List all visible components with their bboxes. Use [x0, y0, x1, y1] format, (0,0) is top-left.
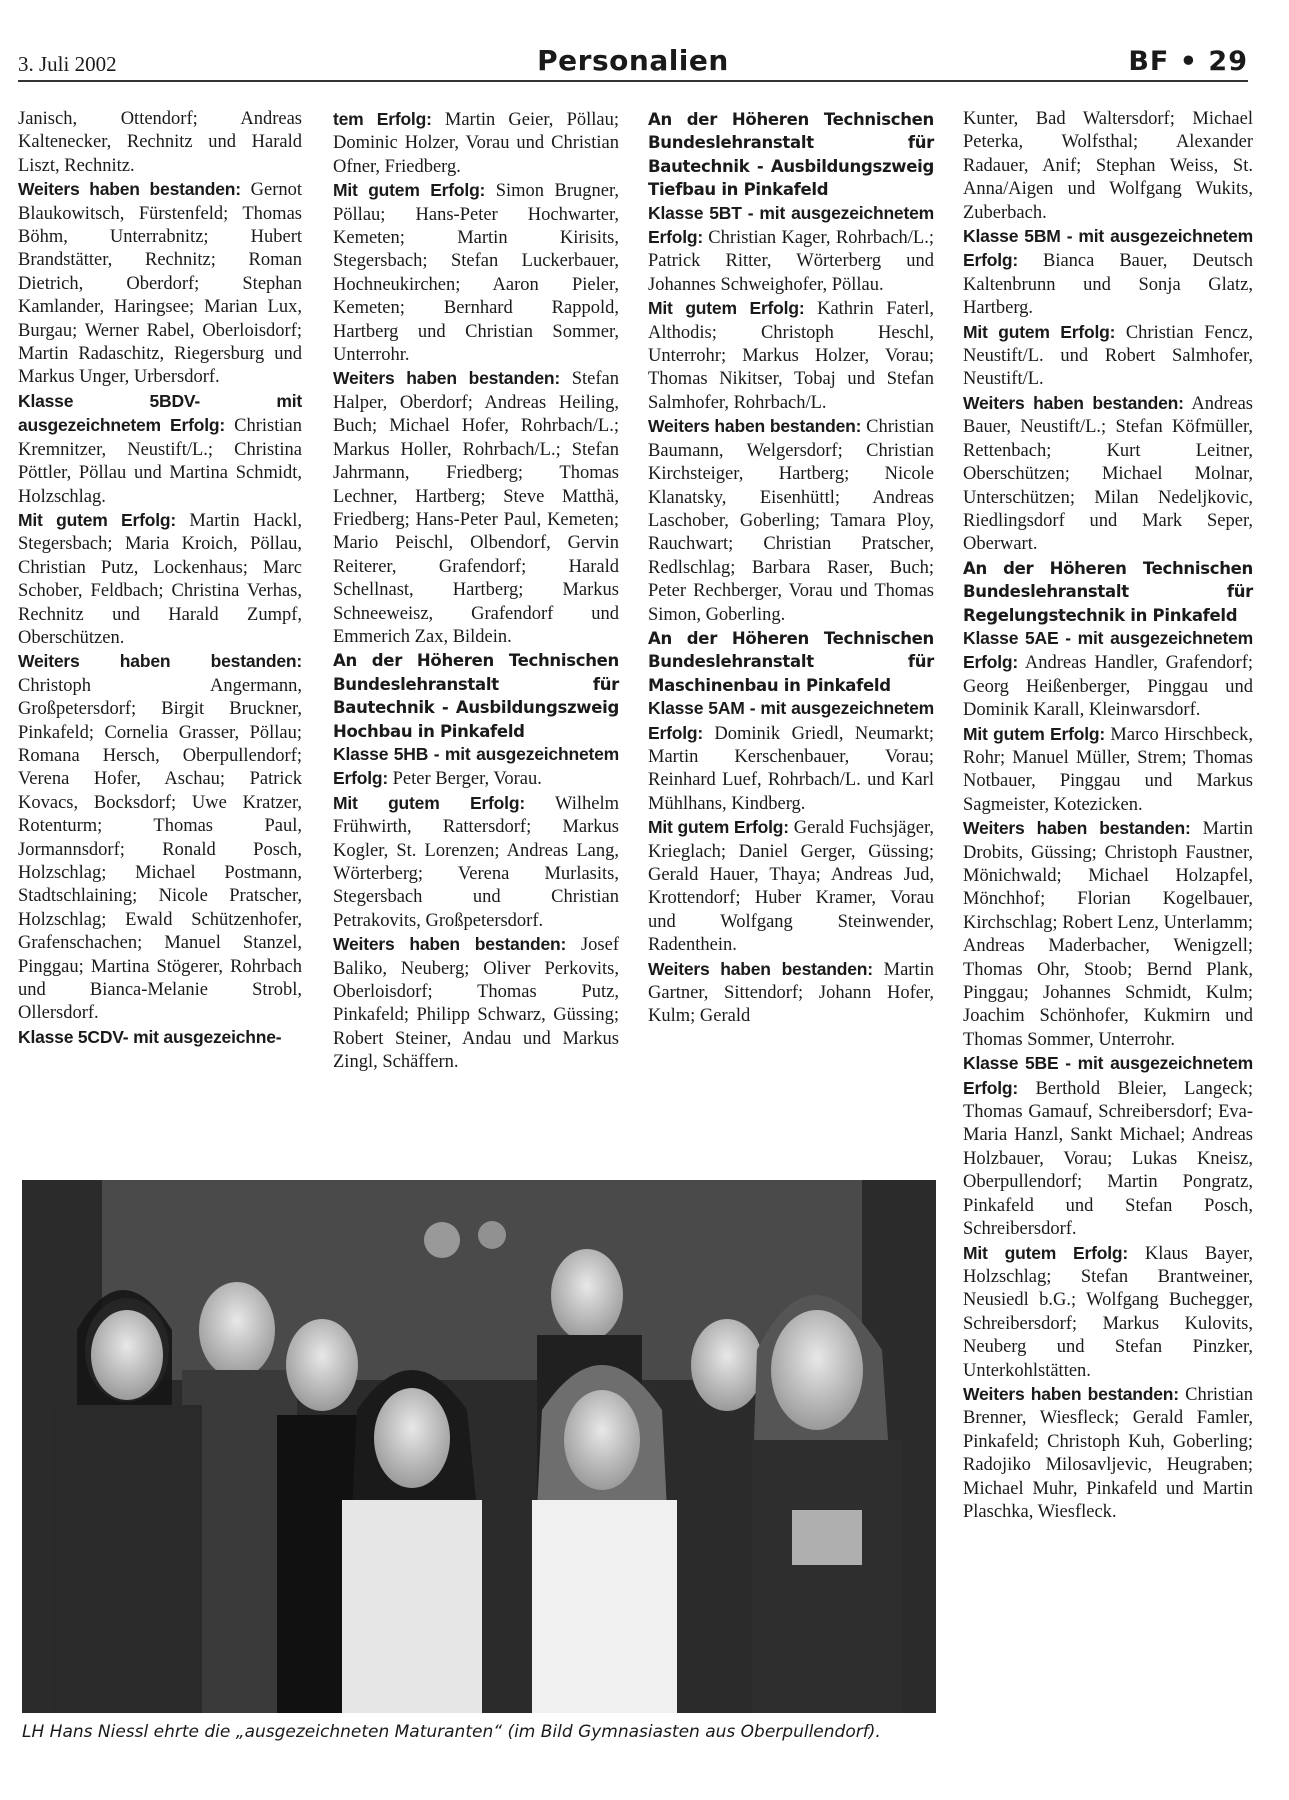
names-text: Christian Kremnitzer, Neustift/L.; Christina Pöttler, Pöllau und Martina Schmidt, Holzschlag.	[18, 416, 302, 507]
names-text: Marco Hirschbeck, Rohr; Manuel Müller, Strem; Thomas Notbauer, Pinggau und Markus Sagmeister, Kotezicken.	[963, 724, 1253, 815]
paragraph	[963, 723, 1253, 818]
paragraph	[333, 743, 619, 792]
paragraph	[18, 650, 302, 1026]
lead-label: Weiters haben bestanden:	[963, 1383, 1179, 1404]
lead-label: Mit gutem Erfolg:	[963, 723, 1106, 744]
names-text: Christian Brenner, Wiesfleck; Gerald Famler, Pinkafeld; Christoph Kuh, Goberling; Radojiko Milosavljevic, Heugraben; Michael Muhr, Pinkafeld und Martin Plaschka, Wiesfleck.	[963, 1384, 1253, 1522]
names-text: Martin Geier, Pöllau; Dominic Holzer, Vorau und Christian Ofner, Friedberg.	[333, 110, 619, 177]
paragraph	[963, 1052, 1253, 1241]
column-1	[18, 108, 302, 1050]
photo-caption: LH Hans Niessl ehrte die „ausgezeichneten Maturanten“ (im Bild Gymnasiasten aus Oberpullendorf).	[22, 1722, 881, 1742]
paragraph	[333, 933, 619, 1074]
paragraph	[963, 321, 1253, 392]
names-text: Bianca Bauer, Deutsch Kaltenbrunn und Sonja Glatz, Hartberg.	[963, 251, 1253, 319]
names-text: Martin Drobits, Güssing; Christoph Faustner, Mönichwald; Michael Holzapfel, Mönchhof; Florian Kogelbauer, Kirchschlag; Robert Lenz, Unterlamm; Andreas Maderbacher, Wenigzell; Thomas Ohr, Stoob; Bernd Plank, Pinggau; Johannes Schmidt, Kulm; Joachim Schönhofer, Kukmirn und Thomas Sommer, Unterrohr.	[963, 819, 1253, 1050]
lead-label: Weiters haben bestanden:	[333, 934, 567, 955]
names-text: Josef Baliko, Neuberg; Oliver Perkovits, Oberloisdorf; Thomas Putz, Pinkafeld; Philipp Schwarz, Güssing; Robert Steiner, Andau und Markus Zingl, Schäffern.	[333, 935, 619, 1073]
lead-label: Weiters haben bestanden:	[963, 818, 1191, 839]
lead-label: Weiters haben bestanden:	[18, 651, 302, 672]
school-heading: An der Höheren Technischen Bundeslehranstalt für Bautechnik - Ausbildungszweig Hochbau in Pinkafeld	[333, 651, 619, 741]
paragraph	[648, 816, 934, 957]
paragraph	[648, 958, 934, 1029]
lead-label: Weiters haben bestanden:	[963, 392, 1184, 413]
lead-label: tem Erfolg:	[333, 109, 432, 129]
names-text: Andreas Bauer, Neustift/L.; Stefan Köfmüller, Rettenbach; Kurt Leitner, Oberschützen; Michael Molnar, Unterschützen; Milan Nedeljkovic, Riedlingsdorf und Mark Seper, Oberwart.	[963, 393, 1253, 555]
column-4	[963, 108, 1253, 1524]
paragraph	[648, 697, 934, 816]
paragraph: Kunter, Bad Waltersdorf; Michael Peterka, Wolfsthal; Alexander Radauer, Anif; Stephan Weiss, St. Anna/Aigen und Wolfgang Wukits, Zuberbach.	[963, 109, 1253, 223]
lead-label: Weiters haben bestanden:	[333, 368, 560, 389]
lead-label: Mit gutem Erfolg:	[333, 792, 525, 813]
school-heading: An der Höheren Technischen Bundeslehranstalt für Regelungstechnik in Pinkafeld	[963, 558, 1253, 625]
paragraph	[18, 1026, 302, 1050]
lead-label: Klasse 5BT - mit ausgezeichnetem Erfolg:	[648, 202, 934, 248]
names-text: Kathrin Faterl, Althodis; Christoph Heschl, Unterrohr; Markus Holzer, Vorau; Thomas Nikitser, Tobaj und Stefan Salmhofer, Rohrbach/L.	[648, 299, 934, 413]
paragraph	[18, 178, 302, 390]
paragraph	[18, 509, 302, 650]
lead-label: Klasse 5BDV- mit ausgezeichnetem Erfolg:	[18, 390, 302, 436]
paragraph	[333, 108, 619, 179]
paragraph	[333, 367, 619, 649]
paragraph	[963, 1242, 1253, 1383]
group-photo	[22, 1180, 936, 1713]
section-title: Personalien	[537, 44, 729, 77]
lead-label: Klasse 5BE - mit ausgezeichnetem Erfolg:	[963, 1053, 1253, 1098]
lead-label: Klasse 5AM - mit ausgezeichnetem Erfolg:	[648, 698, 934, 743]
names-text: Martin Gartner, Sittendorf; Johann Hofer, Kulm; Gerald	[648, 959, 935, 1027]
paragraph	[963, 392, 1253, 557]
column-2	[333, 108, 619, 1075]
names-text: Berthold Bleier, Langeck; Thomas Gamauf, Schreibersdorf; Eva-Maria Hanzl, Sankt Michael; Andreas Holzbauer, Vorau; Lukas Kneisz, Oberpullendorf; Martin Pongratz, Pinkafeld und Stefan Posch, Schreibersdorf.	[963, 1078, 1253, 1240]
names-text: Stefan Halper, Oberdorf; Andreas Heiling, Buch; Michael Hofer, Rohrbach/L.; Markus Holler, Rohrbach/L.; Stefan Jahrmann, Friedberg; Thomas Lechner, Hartberg; Steve Matthä, Friedberg; Hans-Peter Paul, Kemeten; Mario Peischl, Olbendorf, Gervin Reiterer, Grafendorf; Harald Schellnast, Hartberg; Markus Schneeweisz, Grafendorf und Emmerich Zax, Bildein.	[333, 369, 620, 647]
lead-label: Klasse 5AE - mit ausgezeichnetem Erfolg:	[963, 627, 1253, 673]
lead-label: Mit gutem Erfolg:	[963, 1242, 1128, 1263]
names-text: Christoph Angermann, Großpetersdorf; Birgit Bruckner, Pinkafeld; Cornelia Grasser, Pöllau; Romana Hersch, Oberpullendorf; Verena Hofer, Aschau; Patrick Kovacs, Bocksdorf; Uwe Kratzer, Rotenturm; Thomas Paul, Jormannsdorf; Ronald Posch, Holzschlag; Michael Postmann, Stadtschlaining; Nicole Pratscher, Holzschlag; Ewald Schützenhofer, Grafenschachen; Manuel Stanzel, Pinggau; Martina Stögerer, Rohrbach und Bianca-Melanie Strobl, Ollersdorf.	[18, 675, 302, 1024]
lead-label: Klasse 5CDV- mit ausgezeichne-	[18, 1026, 282, 1047]
paragraph	[963, 225, 1253, 321]
names-text: Christian Kager, Rohrbach/L.; Patrick Ritter, Wörterberg und Johannes Schweighofer, Pöllau.	[648, 228, 934, 295]
paragraph	[648, 415, 934, 627]
paragraph	[333, 792, 619, 933]
paragraph	[963, 627, 1253, 723]
names-text: Gerald Fuchsjäger, Krieglach; Daniel Gerger, Güssing; Gerald Hauer, Thaya; Andreas Jud, Krottendorf; Huber Kramer, Vorau und Wolfgang Steinwender, Radenthein.	[648, 818, 934, 956]
names-text: Klaus Bayer, Holzschlag; Stefan Brantweiner, Neusiedl b.G.; Wolfgang Buchegger, Schreibersdorf; Markus Kulovits, Neuberg und Stefan Pinzker, Unterkohlstätten.	[963, 1243, 1253, 1381]
group-photo-illustration	[22, 1180, 936, 1713]
names-text: Simon Brugner, Pöllau; Hans-Peter Hochwarter, Kemeten; Martin Kirisits, Stegersbach; Stefan Luckerbauer, Hochneukirchen; Aaron Pieler, Kemeten; Bernhard Rappold, Hartberg und Christian Sommer, Unterrohr.	[333, 181, 619, 366]
school-heading: An der Höheren Technischen Bundeslehranstalt für Bautechnik - Ausbildungszweig Tiefbau in Pinkafeld	[648, 110, 934, 200]
names-text: Peter Berger, Vorau.	[387, 769, 542, 790]
paragraph	[963, 1383, 1253, 1524]
names-text: Wilhelm Frühwirth, Rattersdorf; Markus Kogler, St. Lorenzen; Andreas Lang, Wörterberg; Verena Murlasits, Stegersbach und Christian Petrakovits, Großpetersdorf.	[333, 793, 619, 931]
paragraph: Janisch, Ottendorf; Andreas Kaltenecker, Rechnitz und Harald Liszt, Rechnitz.	[18, 109, 302, 176]
lead-label: Mit gutem Erfolg:	[333, 180, 486, 201]
names-text: Christian Fencz, Neustift/L. und Robert Salmhofer, Neustift/L.	[963, 322, 1253, 390]
page-number: BF • 29	[1128, 46, 1248, 77]
lead-label: Weiters haben bestanden:	[18, 179, 241, 200]
names-text: Dominik Griedl, Neumarkt; Martin Kerschenbauer, Vorau; Reinhard Luef, Rohrbach/L. und Karl Mühlhans, Kindberg.	[648, 723, 934, 814]
page-header	[18, 40, 1248, 82]
paragraph	[333, 179, 619, 367]
names-text: Christian Baumann, Welgersdorf; Christian Kirchsteiger, Hartberg; Nicole Klanatsky, Eisenhüttl; Andreas Laschober, Goberling; Tamara Ploy, Rauchwart; Christian Pratscher, Redlschlag; Barbara Raser, Buch; Peter Rechberger, Vorau und Thomas Simon, Goberling.	[648, 417, 934, 625]
paragraph	[648, 202, 934, 298]
paragraph	[963, 817, 1253, 1052]
lead-label: Mit gutem Erfolg:	[648, 298, 805, 319]
column-3	[648, 108, 934, 1029]
paragraph	[18, 390, 302, 509]
lead-label: Klasse 5HB - mit ausgezeichnetem Erfolg:	[333, 743, 619, 789]
names-text: Andreas Handler, Grafendorf; Georg Heißenberger, Pinggau und Dominik Karall, Kleinwarsdorf.	[963, 653, 1253, 721]
names-text: Martin Hackl, Stegersbach; Maria Kroich, Pöllau, Christian Putz, Lockenhaus; Marc Schober, Feldbach; Christina Verhas, Rechnitz und Harald Zumpf, Oberschützen.	[18, 510, 302, 648]
lead-label: Mit gutem Erfolg:	[648, 817, 789, 838]
lead-label: Mit gutem Erfolg:	[18, 509, 177, 530]
lead-label: Mit gutem Erfolg:	[963, 321, 1116, 342]
lead-label: Klasse 5BM - mit ausgezeichnetem Erfolg:	[963, 226, 1253, 271]
lead-label: Weiters haben bestanden:	[648, 958, 873, 979]
school-heading: An der Höheren Technischen Bundeslehranstalt für Maschinenbau in Pinkafeld	[648, 628, 934, 695]
lead-label: Weiters haben bestanden:	[648, 416, 862, 437]
issue-date: 3. Juli 2002	[18, 52, 117, 76]
names-text: Gernot Blaukowitsch, Fürstenfeld; Thomas Böhm, Unterrabnitz; Hubert Brandstätter, Rechnitz; Roman Dietrich, Oberdorf; Stephan Kamlander, Haringsee; Marian Lux, Burgau; Werner Rabel, Oberloisdorf; Martin Radaschitz, Riegersburg und Markus Unger, Urbersdorf.	[18, 180, 303, 388]
paragraph	[648, 297, 934, 415]
